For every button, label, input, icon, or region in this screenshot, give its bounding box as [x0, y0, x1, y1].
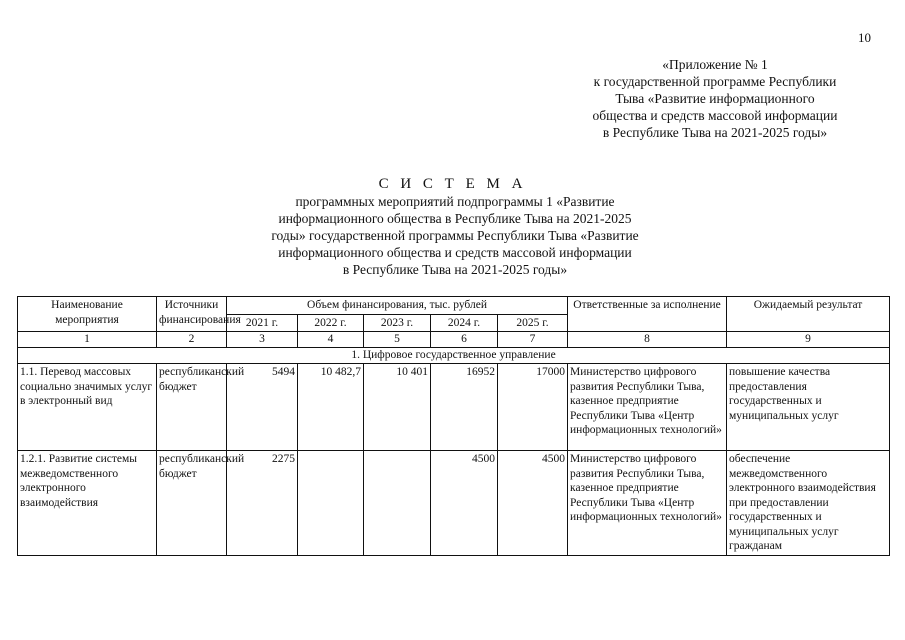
- appendix-line: общества и средств массовой информации: [592, 108, 838, 123]
- section-title: 1. Цифровое государственное управление: [18, 348, 890, 364]
- column-number: 7: [498, 332, 568, 348]
- column-number: 4: [298, 332, 364, 348]
- amount-2021: 2275: [227, 451, 298, 556]
- document-subtitle: [150, 193, 760, 278]
- column-number: 3: [227, 332, 298, 348]
- expected-result: повышение качества предоставления государственных и муниципальных услуг: [727, 364, 890, 451]
- amount-2024: 4500: [431, 451, 498, 556]
- subtitle-line: в Республике Тыва на 2021-2025 годы»: [342, 262, 568, 277]
- column-number: 1: [18, 332, 157, 348]
- page-number: 10: [858, 30, 871, 45]
- amount-2025: 4500: [498, 451, 568, 556]
- column-number: 9: [727, 332, 890, 348]
- amount-2025: 17000: [498, 364, 568, 451]
- column-number-row: [18, 332, 890, 348]
- header-year: 2025 г.: [498, 314, 568, 332]
- subtitle-line: информационного общества и средств массовой информации: [278, 245, 632, 260]
- table-row: [18, 451, 890, 556]
- header-year: 2021 г.: [227, 314, 298, 332]
- header-name: Наименование мероприятия: [18, 297, 157, 332]
- appendix-line: к государственной программе Республики: [593, 74, 837, 89]
- document-title: С И С Т Е М А: [378, 176, 527, 192]
- amount-2023: 10 401: [364, 364, 431, 451]
- header-year: 2022 г.: [298, 314, 364, 332]
- appendix-block: [560, 56, 870, 141]
- table-row: [18, 364, 890, 451]
- appendix-line: «Приложение № 1: [662, 57, 768, 72]
- header-result: Ожидаемый результат: [727, 297, 890, 332]
- amount-2024: 16952: [431, 364, 498, 451]
- column-number: 8: [568, 332, 727, 348]
- funding-source: республиканский бюджет: [157, 451, 227, 556]
- amount-2022: [298, 451, 364, 556]
- responsible-party: Министерство цифрового развития Республики Тыва, казенное предприятие Республики Тыва «Центр информационных технологий»: [568, 451, 727, 556]
- appendix-line: в Республике Тыва на 2021-2025 годы»: [602, 125, 828, 140]
- column-number: 5: [364, 332, 431, 348]
- header-sources: Источники финансирования: [157, 297, 227, 332]
- amount-2022: 10 482,7: [298, 364, 364, 451]
- subtitle-line: программных мероприятий подпрограммы 1 «Развитие: [295, 194, 615, 209]
- subtitle-line: информационного общества в Республике Тыва на 2021-2025: [278, 211, 632, 226]
- header-year: 2024 г.: [431, 314, 498, 332]
- amount-2021: 5494: [227, 364, 298, 451]
- responsible-party: Министерство цифрового развития Республики Тыва, казенное предприятие Республики Тыва «Центр информационных технологий»: [568, 364, 727, 451]
- header-year: 2023 г.: [364, 314, 431, 332]
- header-responsible: Ответственные за исполнение: [568, 297, 727, 332]
- amount-2023: [364, 451, 431, 556]
- header-row: [18, 297, 890, 315]
- subtitle-line: годы» государственной программы Республики Тыва «Развитие: [271, 228, 639, 243]
- activity-name: 1.2.1. Развитие системы межведомственного электронного взаимодействия: [18, 451, 157, 556]
- appendix-line: Тыва «Развитие информационного: [615, 91, 815, 106]
- expected-result: обеспечение межведомственного электронного взаимодействия при предоставлении государственных и муниципальных услуг гражданам: [727, 451, 890, 556]
- section-row: [18, 348, 890, 364]
- column-number: 2: [157, 332, 227, 348]
- program-table: [17, 296, 890, 556]
- activity-name: 1.1. Перевод массовых социально значимых услуг в электронный вид: [18, 364, 157, 451]
- funding-source: республиканский бюджет: [157, 364, 227, 451]
- header-volume: Объем финансирования, тыс. рублей: [227, 297, 568, 315]
- column-number: 6: [431, 332, 498, 348]
